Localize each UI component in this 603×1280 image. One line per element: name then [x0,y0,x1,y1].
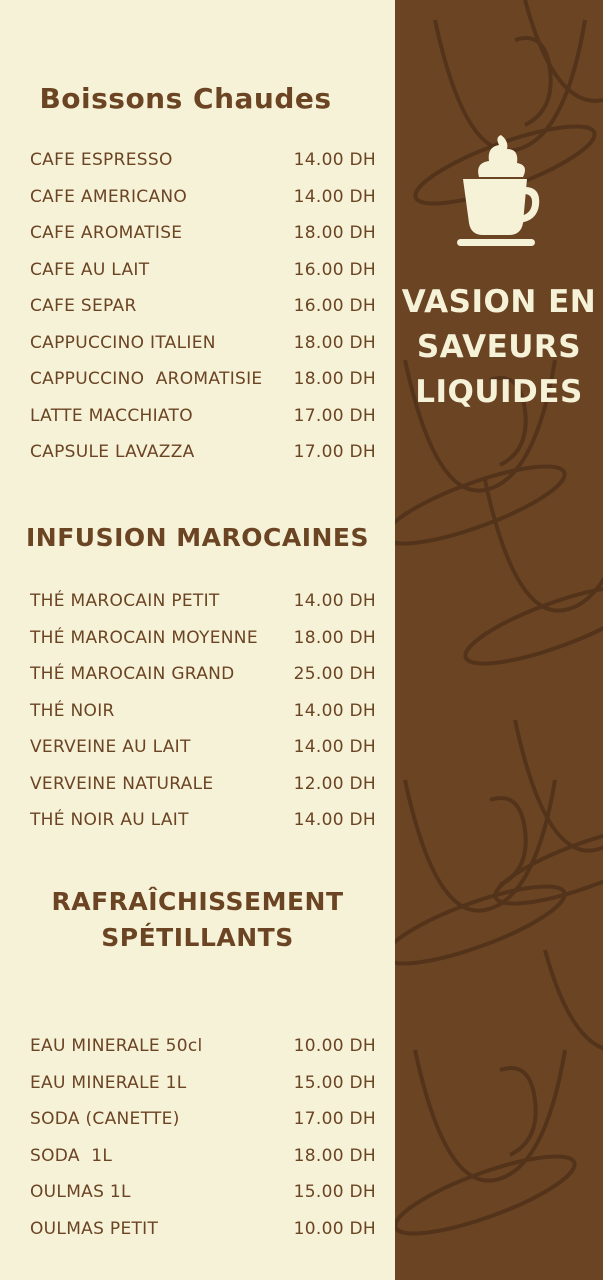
menu-item [30,766,376,803]
item-price: 18.00 DH [293,369,376,390]
item-price: 10.00 DH [293,1036,376,1057]
menu-item [30,434,376,471]
brand-panel [395,0,603,1280]
item-price: 14.00 DH [293,150,376,171]
menu-item [30,361,376,398]
item-price: 14.00 DH [293,700,376,721]
menu-item [30,729,376,766]
item-name: EAU MINERALE 1L [30,1072,187,1093]
item-name: THÉ MAROCAIN PETIT [30,591,220,612]
menu-item [30,179,376,216]
infusions-list [30,583,376,839]
menu-item [30,215,376,252]
item-name: CAFE SEPAR [30,296,137,317]
item-name: EAU MINERALE 50cl [30,1036,203,1057]
menu-item [30,583,376,620]
item-name: CAFE AROMATISE [30,223,183,244]
item-name: LATTE MACCHIATO [30,405,193,426]
menu-item [30,142,376,179]
brand-tagline [395,280,603,415]
item-name: CAFE ESPRESSO [30,150,173,171]
item-name: CAPPUCCINO AROMATISIE [30,369,263,390]
item-price: 17.00 DH [293,1109,376,1130]
menu-item [30,693,376,730]
section-title-refreshments: RAFRAÎCHISSEMENT SPÉTILLANTS [51,887,344,952]
tagline-line-1: VASION EN [401,284,597,320]
item-price: 18.00 DH [293,223,376,244]
menu-item [30,656,376,693]
item-price: 15.00 DH [293,1072,376,1093]
item-name: THÉ MAROCAIN GRAND [30,664,235,685]
item-name: CAFE AU LAIT [30,259,150,280]
item-name: OULMAS PETIT [30,1218,159,1239]
section-title-infusions: INFUSION MAROCAINES [25,523,370,552]
menu-item [30,1174,376,1211]
item-price: 14.00 DH [293,591,376,612]
coffee-cup-icon [457,135,541,250]
item-name: SODA (CANETTE) [30,1109,180,1130]
menu-item [30,398,376,435]
item-price: 15.00 DH [293,1182,376,1203]
item-price: 16.00 DH [293,259,376,280]
item-price: 14.00 DH [293,810,376,831]
hot-drinks-list [30,142,376,471]
menu-item [30,802,376,839]
item-name: VERVEINE NATURALE [30,773,214,794]
tagline-line-2: SAVEURS [416,329,582,365]
item-price: 10.00 DH [293,1218,376,1239]
item-price: 12.00 DH [293,773,376,794]
item-price: 17.00 DH [293,442,376,463]
menu-item [30,1065,376,1102]
item-price: 18.00 DH [293,332,376,353]
menu-item [30,1101,376,1138]
item-name: THÉ NOIR [30,700,115,721]
item-name: VERVEINE AU LAIT [30,737,191,758]
section-title-hot-drinks: Boissons Chaudes [39,82,332,115]
item-name: CAPSULE LAVAZZA [30,442,195,463]
menu-item [30,288,376,325]
menu-item [30,1138,376,1175]
item-name: OULMAS 1L [30,1182,131,1203]
item-name: THÉ MAROCAIN MOYENNE [30,627,258,648]
item-price: 14.00 DH [293,737,376,758]
menu-item [30,1028,376,1065]
menu-item [30,252,376,289]
menu-item [30,325,376,362]
item-price: 14.00 DH [293,186,376,207]
item-price: 25.00 DH [293,664,376,685]
tagline-line-3: LIQUIDES [415,374,583,410]
item-name: THÉ NOIR AU LAIT [30,810,189,831]
item-price: 17.00 DH [293,405,376,426]
menu-item [30,620,376,657]
item-price: 18.00 DH [293,1145,376,1166]
item-price: 18.00 DH [293,627,376,648]
refreshments-list [30,1028,376,1247]
item-name: CAPPUCCINO ITALIEN [30,332,216,353]
item-name: CAFE AMERICANO [30,186,188,207]
item-price: 16.00 DH [293,296,376,317]
item-name: SODA 1L [30,1145,113,1166]
menu-item [30,1211,376,1248]
